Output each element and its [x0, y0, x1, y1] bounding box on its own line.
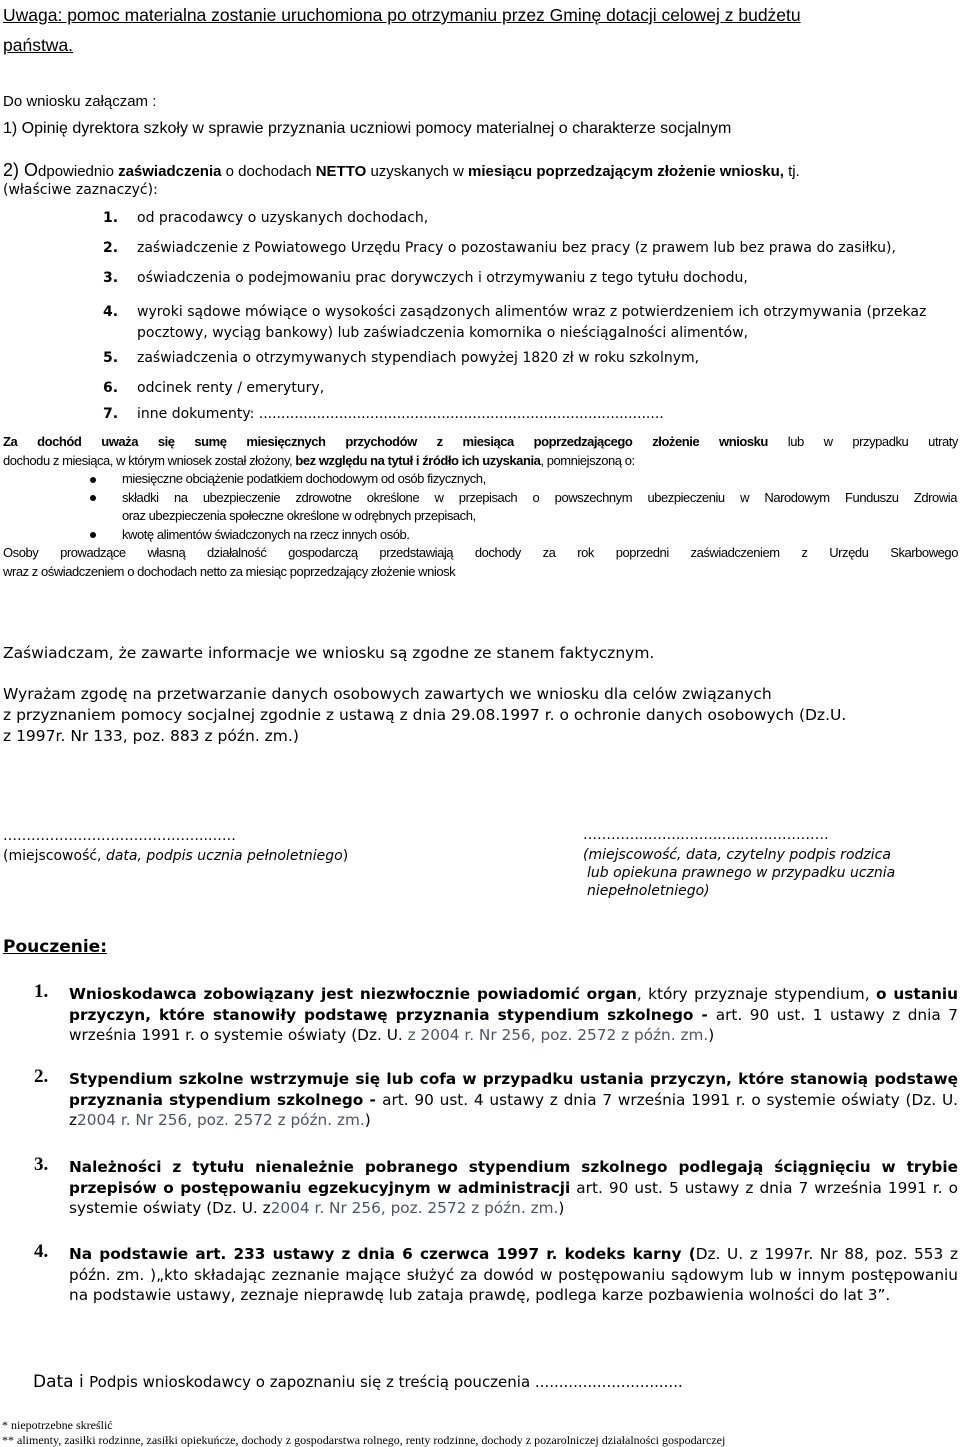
attachments-title: Do wniosku załączam : — [3, 93, 157, 110]
certification-statement: Zaświadczam, że zawarte informacje we wniosku są zgodne ze stanem faktycznym. — [3, 644, 655, 662]
business-income-line-2: wraz z oświadczeniem o dochodach netto za miesiąc poprzedzający złożenie wniosk — [3, 563, 456, 579]
attachment-item-2-num: 2) O — [3, 160, 39, 180]
notice — [3, 0, 933, 60]
list-item: 5. zaświadczenia o otrzymywanych stypendiach powyżej 1820 zł w roku szkolnym, — [103, 350, 700, 366]
notice-line1: Uwaga: pomoc materialna zostanie uruchomiona po otrzymaniu przez Gminę dotacji celowej z budżetu — [3, 5, 801, 25]
parent-signature-block — [583, 826, 960, 900]
notice-line2: państwa. — [3, 35, 74, 55]
income-line-2: dochodu z miesiąca, w którym wniosek został złożony, bez względu na tytuł i źródło ich uzyskania, pomniejszoną o: — [3, 452, 635, 468]
list-item: 7. inne dokumenty: ........................................................................................... — [103, 406, 664, 422]
instruction-item-4: 4. Na podstawie art. 233 ustawy z dnia 6 czerwca 1997 r. kodeks karny (Dz. U. z 1997r. Nr 88, poz. 553 z późn. zm. )„kto składając zeznanie mające służyć za dowód w postępowaniu sądowym lub w innym postępowaniu na podstawie ustawy, zeznaje nieprawdę lub zataja prawdę, podlega karze pozbawienia wolności do lat 3”. — [34, 1241, 958, 1304]
list-item: miesięczne obciążenie podatkiem dochodowym od osób fizycznych, — [3, 470, 957, 489]
instruction-item-2: 2. Stypendium szkolne wstrzymuje się lub cofa w przypadku ustania przyczyn, które stanowią podstawę przyznania stypendium szkolnego - art. 90 ust. 4 ustawy z dnia 7 września 1991 r. o systemie oświaty (Dz. U. z2004 r. Nr 256, poz. 2572 z późn. zm.) — [34, 1066, 958, 1129]
acknowledgement-signature-line: Data i Podpis wnioskodawcy o zapoznaniu się z treścią pouczenia ............................... — [33, 1372, 683, 1392]
attachment-item-1: 1) Opinię dyrektora szkoły w sprawie przyznania uczniowi pomocy materialnej o charakterze socjalnym — [3, 120, 732, 137]
signature-line: ……………………………………..…… — [3, 828, 236, 844]
deductions-list — [3, 470, 958, 544]
attachment-item-2-note: (właściwe zaznaczyć): — [3, 182, 158, 198]
signature-line: …………..……..……..…..……………… — [583, 827, 829, 843]
footnote: ** alimenty, zasiłki rodzinne, zasiłki opiekuńcze, dochody z gospodarstwa rolnego, renty rodzinne, dochody z pozarolniczej działalności gospodarczej — [2, 1432, 726, 1447]
instruction-item-3: 3. Należności z tytułu nienależnie pobranego stypendium szkolnego podlegają ściągnięciu w trybie przepisów o postępowaniu egzekucyjnym w administracji art. 90 ust. 5 ustawy z dnia 7 września 1991 r. o systemie oświaty (Dz. U. z2004 r. Nr 256, poz. 2572 z późn. zm.) — [34, 1154, 958, 1217]
data-consent-statement: Wyrażam zgodę na przetwarzanie danych osobowych zawartych we wniosku dla celów związanych z przyznaniem pomocy socjalnej zgodnie z ustawą z dnia 29.08.1997 r. o ochronie danych osobowych (Dz.U. z 1997r. Nr 133, poz. 883 z późn. zm.) — [3, 685, 847, 745]
footnotes — [2, 1418, 960, 1447]
income-line-1: Za dochód uważa się sumę miesięcznych przychodów z miesiąca poprzedzającego złożenie wniosku lub w przypadku utraty — [3, 434, 958, 449]
signature-caption: (miejscowość, data, podpis ucznia pełnoletniego) — [3, 848, 349, 864]
list-item: 6. odcinek renty / emerytury, — [103, 380, 325, 396]
instructions-title: Pouczenie: — [3, 937, 108, 957]
footnote: * niepotrzebne skreślić — [2, 1418, 113, 1432]
list-item: 1. od pracodawcy o uzyskanych dochodach, — [103, 210, 429, 226]
attachment-item-2: 2) Odpowiednio zaświadczenia o dochodach NETTO uzyskanych w miesiącu poprzedzającym złożenie wniosku, tj. — [3, 160, 800, 180]
list-item: 2. zaświadczenie z Powiatowego Urzędu Pracy o pozostawaniu bez pracy (z prawem lub bez prawa do zasiłku), — [103, 240, 896, 256]
list-item: kwotę alimentów świadczonych na rzecz innych osób. — [3, 526, 957, 545]
instruction-item-1: 1. Wnioskodawca zobowiązany jest niezwłocznie powiadomić organ, który przyznaje stypendium, o ustaniu przyczyn, które stanowiły podstawę przyznania stypendium szkolnego - art. 90 ust. 1 ustawy z dnia 7 września 1991 r. o systemie oświaty (Dz. U. z 2004 r. Nr 256, poz. 2572 z późn. zm.) — [34, 981, 958, 1044]
list-item: 4. wyroki sądowe mówiące o wysokości zasądzonych alimentów wraz z potwierdzeniem ich otrzymywania (przekaz pocztowy, wyciąg bankowy) lub zaświadczenia komornika o nieściągalności alimentów, — [103, 304, 927, 341]
list-item: składki na ubezpieczenie zdrowotne określone w przepisach o powszechnym ubezpieczeniu w Narodowym Funduszu Zdrowia oraz ubezpieczenia społeczne określone w odrębnych przepisach, — [3, 489, 957, 526]
income-definition — [3, 433, 958, 581]
business-income-line-1: Osoby prowadzące własną działalność gospodarczą przedstawiają dochody za rok poprzedni zaświadczeniem z Urzędu Skarbowego — [3, 545, 958, 560]
signature-caption: (miejscowość, data, czytelny podpis rodzica lub opiekuna prawnego w przypadku ucznia niepełnoletniego) — [583, 847, 896, 899]
list-item: 3. oświadczenia o podejmowaniu prac dorywczych i otrzymywaniu z tego tytułu dochodu, — [103, 270, 748, 286]
